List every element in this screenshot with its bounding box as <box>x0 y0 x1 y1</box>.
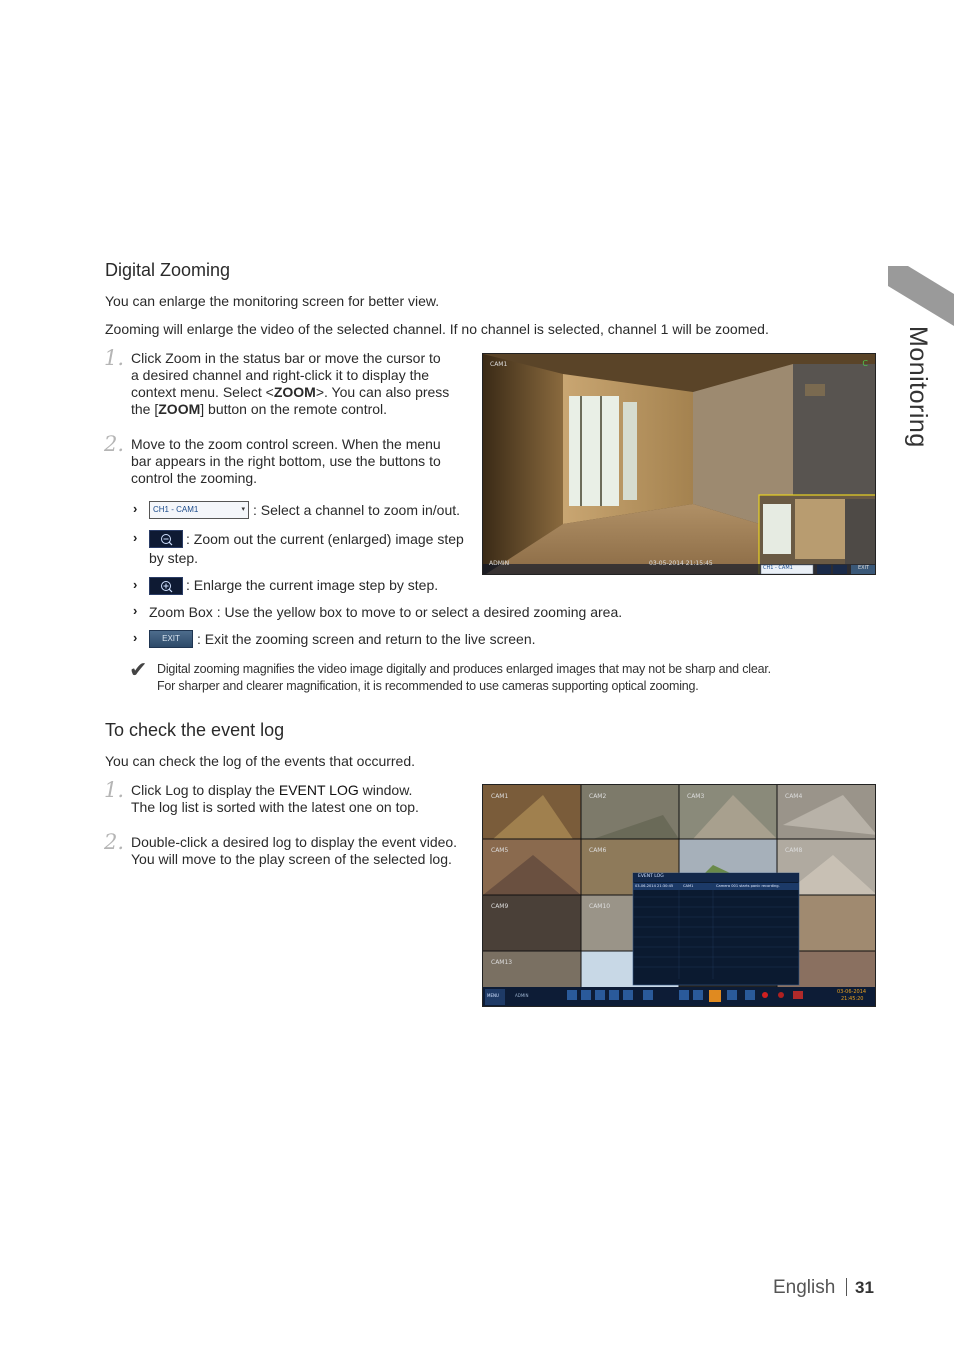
timestamp-label: 03-05-2014 21:15:45 <box>649 560 713 567</box>
bullet-chevron: › <box>133 630 138 645</box>
zoom-out-desc-1: : Zoom out the current (enlarged) image step <box>186 531 464 547</box>
log-cam: CAM1 <box>683 884 694 888</box>
exit-button-widget: EXIT <box>149 630 193 648</box>
event-step-number-1: 1. <box>104 778 125 802</box>
cam-label: CAM1 <box>490 361 508 368</box>
bullet-chevron: › <box>133 577 138 592</box>
log-date: 03-06-2014 21:30:45 <box>635 884 674 888</box>
cam-label: CAM10 <box>589 903 611 910</box>
event-step-number-2: 2. <box>104 830 125 854</box>
cam-label: CAM5 <box>491 847 509 854</box>
cam-label: CAM1 <box>491 793 509 800</box>
step-number-1: 1. <box>104 346 125 370</box>
note-line-2: For sharper and clearer magnification, it is recommended to use cameras supporting optical zooming. <box>157 679 699 693</box>
cam-label: CAM8 <box>785 847 803 854</box>
zoom-in-button-widget <box>149 577 183 595</box>
cam-label: CAM2 <box>589 793 607 800</box>
user-label: ADMIN <box>515 993 529 998</box>
exit-desc: : Exit the zooming screen and return to the live screen. <box>197 631 536 647</box>
channel-select-widget: CH1 - CAM1 ▾ <box>149 501 249 519</box>
cam-label: CAM9 <box>491 903 509 910</box>
event-log-heading: To check the event log <box>105 720 285 740</box>
digital-zoom-heading: Digital Zooming <box>105 260 231 280</box>
page-number: 31 <box>855 1278 874 1297</box>
note-line-1: Digital zooming magnifies the video image digitally and produces enlarged images that may not be sharp and clear. <box>157 662 771 676</box>
check-icon: ✔ <box>129 657 148 682</box>
step-number-2: 2. <box>104 432 125 456</box>
step-2-text: Move to the zoom control screen. When the menu bar appears in the right bottom, use the buttons to control the zooming. <box>131 436 441 486</box>
chevron-down-icon: ▾ <box>241 506 245 513</box>
footer-language: English <box>773 1277 836 1298</box>
bullet-chevron: › <box>133 530 138 545</box>
section-tab-label: Monitoring <box>904 326 932 448</box>
zoom-in-desc: : Enlarge the current image step by step. <box>186 577 439 593</box>
digital-zoom-intro-2: Zooming will enlarge the video of the selected channel. If no channel is selected, channel 1 will be zoomed. <box>105 321 769 337</box>
footer-divider <box>846 1278 847 1296</box>
zoom-in-icon <box>150 578 184 596</box>
user-label: ADMIN <box>489 560 510 567</box>
section-tab-shape <box>888 266 954 326</box>
zoom-channel-select: CH1 - CAM1 <box>763 565 793 571</box>
event-log-screenshot <box>482 784 876 1007</box>
event-log-intro: You can check the log of the events that occurred. <box>105 753 416 769</box>
menu-button: MENU <box>487 993 499 998</box>
bullet-chevron: › <box>133 501 138 516</box>
corner-indicator: C <box>862 359 868 368</box>
zoom-out-icon <box>150 531 184 549</box>
event-step-1-text: Click Log to display the EVENT LOG window. The log list is sorted with the latest one on top. <box>131 782 419 815</box>
cam-label: CAM4 <box>785 793 803 800</box>
zoom-exit-button: EXIT <box>858 565 870 571</box>
log-event: Camera 001 starts panic recording. <box>716 884 780 888</box>
zoom-out-desc-2: by step. <box>149 550 199 566</box>
toolbar-time: 21:45:20 <box>841 996 864 1002</box>
zoom-screenshot <box>482 353 876 575</box>
toolbar-date: 03-06-2014 <box>837 989 867 995</box>
event-step-2-text: Double-click a desired log to display the event video. You will move to the play screen of the selected log. <box>131 834 458 867</box>
bullet-chevron: › <box>133 603 138 618</box>
step-1-text: Click Zoom in the status bar or move the cursor to a desired channel and right-click it to display the context menu. Select <ZOOM>. You can also press the [ZOOM] button on the remote control. <box>131 350 450 417</box>
select-channel-desc: : Select a channel to zoom in/out. <box>253 502 461 518</box>
cam-label: CAM3 <box>687 793 705 800</box>
event-log-window-title: EVENT LOG <box>638 874 664 879</box>
zoom-out-button-widget <box>149 530 183 548</box>
cam-label: CAM6 <box>589 847 607 854</box>
zoom-box-desc: Zoom Box : Use the yellow box to move to or select a desired zooming area. <box>149 604 623 620</box>
digital-zoom-intro-1: You can enlarge the monitoring screen for better view. <box>105 293 440 309</box>
cam-label: CAM13 <box>491 959 513 966</box>
